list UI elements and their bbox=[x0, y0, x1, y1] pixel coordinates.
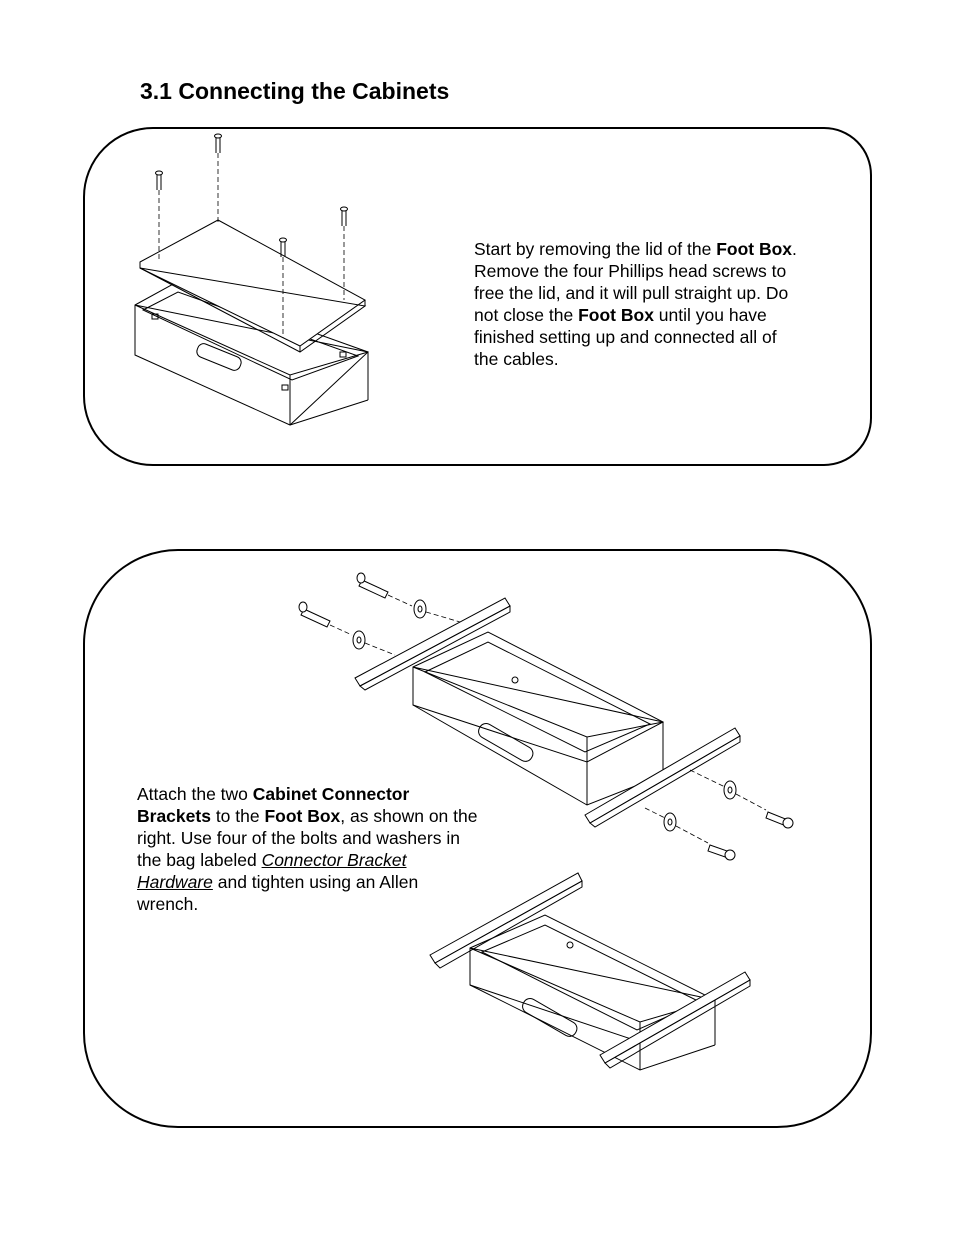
foot-box-lid-illustration bbox=[135, 134, 368, 425]
step-1-instructions: Start by removing the lid of the Foot Box. Remove the four Phillips head screws to free the lid, and it will pull straight up. Do not close the Foot Box until you have finished setting up and connected all of the cables. bbox=[474, 239, 797, 369]
bolt-icon bbox=[766, 812, 793, 828]
bolt-icon bbox=[299, 602, 330, 627]
washer-icon bbox=[353, 631, 365, 649]
phillips-screw-icon bbox=[341, 207, 348, 300]
section-title: 3.1 Connecting the Cabinets bbox=[140, 78, 450, 104]
bracket-term: Cabinet Connector Brackets bbox=[137, 784, 410, 826]
phillips-screw-icon bbox=[215, 134, 222, 225]
washer-icon bbox=[414, 600, 426, 618]
washer-icon bbox=[724, 781, 736, 799]
bracket-exploded-illustration bbox=[299, 573, 793, 860]
washer-icon bbox=[664, 813, 676, 831]
foot-box-term: Foot Box bbox=[716, 239, 793, 259]
foot-box-term: Foot Box bbox=[264, 806, 341, 826]
foot-box-term: Foot Box bbox=[578, 305, 654, 325]
bolt-icon bbox=[708, 845, 735, 860]
bolt-icon bbox=[357, 573, 388, 598]
hardware-bag-label: Connector Bracket Hardware bbox=[137, 850, 407, 892]
phillips-screw-icon bbox=[156, 171, 163, 262]
bracket-assembled-illustration bbox=[430, 873, 750, 1070]
step-2-instructions: Attach the two Cabinet Connector Brackets to the Foot Box, as shown on the right. Use four of the bolts and washers in the bag labeled Connector Bracket Hardware and tighten using an Allen wrench. bbox=[137, 784, 478, 914]
